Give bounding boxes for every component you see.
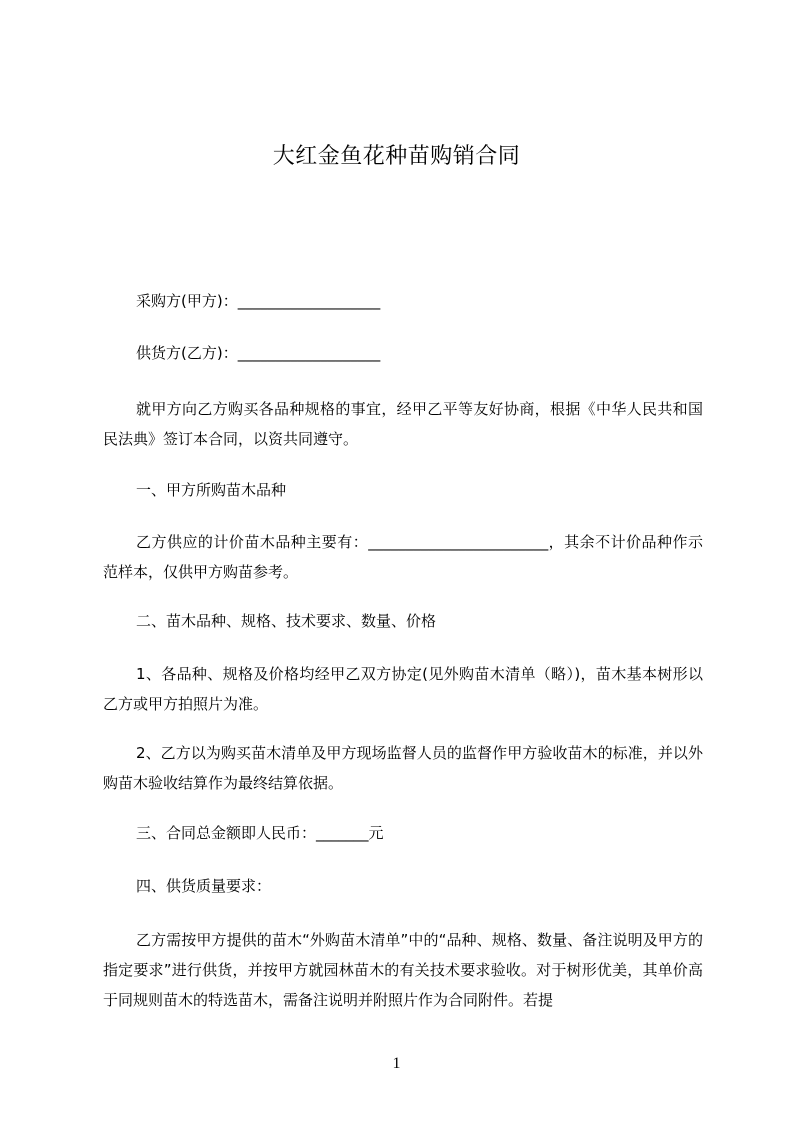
section-4-heading: 四、供货质量要求： <box>136 877 272 895</box>
section-4-body: 乙方需按甲方提供的苗木“外购苗木清单”中的“品种、规格、数量、备注说明及甲方的指定要求”进行供货，并按甲方就园林苗木的有关技术要求验收。对于树形优美，其单价高于同规则苗木的特选苗木，需备注说明并附照片作为合同附件。若提 <box>103 931 703 1009</box>
section-2-heading: 二、苗木品种、规格、技术要求、数量、价格 <box>136 612 437 630</box>
intro-paragraph: 就甲方向乙方购买各品种规格的事宜，经甲乙平等友好协商，根据《中华人民共和国民法典》签订本合同，以资共同遵守。 <box>103 400 703 448</box>
section-1-body: 乙方供应的计价苗木品种主要有：________________________，其余不计价品种作示范样本，仅供甲方购苗参考。 <box>103 533 703 581</box>
section-3-heading: 三、合同总金额即人民币：_______元 <box>136 824 384 842</box>
section-1-heading: 一、甲方所购苗木品种 <box>136 481 287 499</box>
page-number: 1 <box>392 1055 401 1072</box>
party-a-line: 采购方(甲方)：___________________ <box>136 292 381 310</box>
section-2-item-1: 1、各品种、规格及价格均经甲乙双方协定(见外购苗木清单（略）)，苗木基本树形以乙方或甲方拍照片为准。 <box>103 665 703 713</box>
party-b-line: 供货方(乙方)：___________________ <box>136 344 381 362</box>
section-2-item-2: 2、乙方以为购买苗木清单及甲方现场监督人员的监督作甲方验收苗木的标准，并以外购苗木验收结算作为最终结算依据。 <box>103 744 703 792</box>
document-title: 大红金鱼花种苗购销合同 <box>272 144 521 169</box>
